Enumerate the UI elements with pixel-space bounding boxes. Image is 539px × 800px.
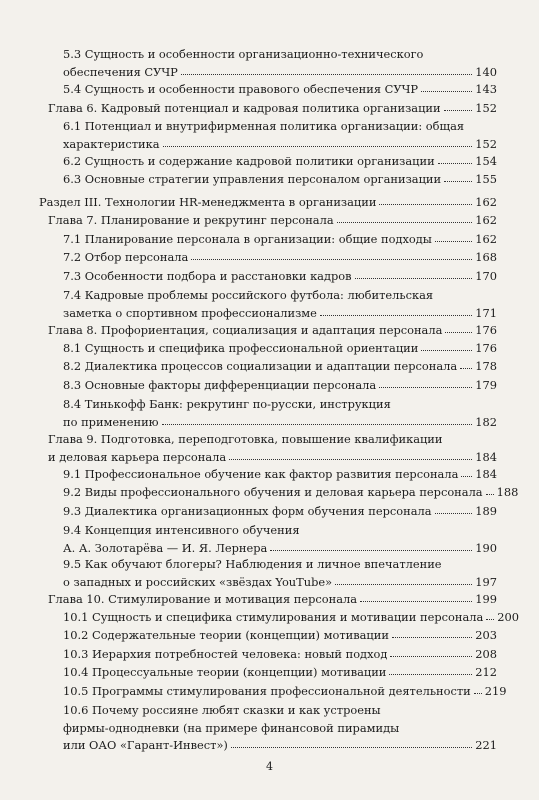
toc-entry-page: 162 [475, 213, 497, 227]
dot-leader [270, 550, 472, 551]
toc-entry-page: 197 [475, 574, 497, 589]
toc-entry-title: Глава 6. Кадровый потенциал и кадровая политика организации [48, 101, 441, 115]
dot-leader [421, 91, 472, 92]
toc-entry-title: 8.1 Сущность и специфика профессиональной ориентации [63, 341, 419, 355]
toc-entry-page: 152 [475, 136, 497, 151]
toc-entry-title: характеристика [63, 136, 160, 151]
toc-entry-title: обеспечения СУЧР [63, 64, 178, 79]
toc-entry-title: 5.4 Сущность и особенности правового обеспечения СУЧР [63, 82, 419, 96]
toc-entry-page: 176 [475, 341, 497, 355]
dot-leader [435, 241, 472, 242]
toc-entry-title: 9.3 Диалектика организационных форм обучения персонала [63, 504, 432, 518]
toc-entry-page: 170 [475, 269, 497, 283]
dot-leader [486, 619, 494, 620]
toc-entry-title: по применению [63, 414, 159, 429]
toc-entry-page: 155 [475, 172, 497, 186]
page-number: 4 [266, 760, 273, 773]
dot-leader [181, 74, 472, 75]
toc-entry-page: 212 [475, 665, 497, 679]
toc-entry-title: Глава 8. Профориентация, социализация и адаптация персонала [48, 323, 443, 337]
toc-entry-title: Глава 9. Подготовка, переподготовка, повышение квалификации [48, 432, 443, 446]
dot-leader [486, 494, 494, 495]
toc-entry-title: заметка о спортивном профессионализме [63, 305, 317, 320]
toc-entry-page: 182 [475, 414, 497, 429]
dot-leader [392, 637, 472, 638]
toc-entry-page: 171 [475, 305, 497, 320]
toc-entry-page: 168 [475, 250, 497, 264]
dot-leader [435, 513, 473, 514]
toc-entry-page: 140 [475, 64, 497, 79]
toc-entry-page: 143 [475, 82, 497, 96]
toc-entry-page: 199 [475, 592, 497, 606]
dot-leader [360, 601, 472, 602]
toc-entry-title: 10.2 Содержательные теории (концепции) мотивации [63, 628, 389, 642]
toc-entry-title: 10.6 Почему россияне любят сказки и как устроены [63, 703, 381, 717]
toc-entry-title: 10.1 Сущность и специфика стимулирования и мотивации персонала [63, 610, 484, 624]
toc-entry-page: 176 [475, 323, 497, 337]
dot-leader [445, 332, 472, 333]
dot-leader [474, 693, 482, 694]
toc-entry-title: Раздел III. Технологии HR-менеджмента в организации [39, 195, 377, 209]
toc-entry-page: 221 [475, 738, 497, 753]
toc-entry-page: 162 [475, 195, 497, 209]
toc-entry-page: 152 [475, 101, 497, 115]
toc-entry-title: 10.4 Процессуальные теории (концепции) мотивации [63, 665, 387, 679]
dot-leader [355, 278, 473, 279]
toc-entry-page: 208 [475, 647, 497, 661]
toc-entry-title: фирмы-однодневки (на примере финансовой пирамиды [63, 720, 400, 735]
dot-leader [337, 222, 473, 223]
dot-leader [438, 163, 473, 164]
toc-entry-title: 9.5 Как обучают блогеры? Наблюдения и личное впечатление [63, 557, 442, 571]
toc-entry-page: 188 [496, 485, 519, 499]
toc-entry-title: 9.4 Концепция интенсивного обучения [63, 523, 300, 537]
toc-entry-page: 203 [475, 628, 497, 642]
toc-entry-title: 10.5 Программы стимулирования профессиональной деятельности [63, 684, 471, 698]
dot-leader [162, 424, 473, 425]
toc-entry-title: Глава 10. Стимулирование и мотивация персонала [48, 592, 358, 606]
toc-entry-page: 162 [475, 232, 497, 246]
toc-entry-title: А. А. Золотарёва — И. Я. Лернера [63, 540, 268, 555]
toc-entry-page: 184 [475, 449, 497, 464]
toc-entry-title: 7.1 Планирование персонала в организации: общие подходы [63, 232, 432, 246]
dot-leader [421, 350, 472, 351]
dot-leader [390, 656, 472, 657]
dot-leader [379, 387, 472, 388]
toc-entry-title: 9.1 Профессиональное обучение как фактор развития персонала [63, 467, 459, 481]
toc-entry-title: и деловая карьера персонала [48, 449, 227, 464]
toc-entry-page: 154 [475, 154, 497, 168]
toc-entry-page: 190 [475, 540, 497, 555]
toc-entry-title: 8.2 Диалектика процессов социализации и адаптации персонала [63, 359, 458, 373]
toc-entry-title: 6.1 Потенциал и внутрифирменная политика организации: общая [63, 119, 465, 133]
dot-leader [191, 259, 472, 260]
dot-leader [379, 204, 472, 205]
toc-entry-title: 7.4 Кадровые проблемы российского футбола: любительская [63, 288, 434, 302]
toc-entry-title: 7.2 Отбор персонала [63, 250, 189, 264]
toc-entry-title: 8.4 Тинькофф Банк: рекрутинг по-русски, инструкция [63, 397, 391, 411]
toc-entry-page: 178 [475, 359, 497, 373]
dot-leader [320, 315, 472, 316]
toc-entry-title: 10.3 Иерархия потребностей человека: новый подход [63, 647, 388, 661]
dot-leader [335, 584, 472, 585]
toc-entry-title: 6.3 Основные стратегии управления персоналом организации [63, 172, 442, 186]
toc-entry-title: 8.3 Основные факторы дифференциации персонала [63, 378, 377, 392]
toc-entry-page: 184 [475, 467, 497, 481]
dot-leader [229, 459, 472, 460]
toc-entry-page: 179 [475, 378, 497, 392]
toc-entry-title: 5.3 Сущность и особенности организационно-технического [63, 47, 424, 61]
dot-leader [461, 476, 472, 477]
dot-leader [444, 110, 473, 111]
toc-entry-title: или ОАО «Гарант-Инвест») [63, 738, 228, 753]
toc-entry-title: 9.2 Виды профессионального обучения и деловая карьера персонала [63, 485, 483, 499]
dot-leader [460, 368, 472, 369]
toc-entry-title: о западных и российских «звёздах YouTube» [63, 574, 333, 589]
toc-entry-title: Глава 7. Планирование и рекрутинг персонала [48, 213, 334, 227]
toc-entry-page: 219 [484, 684, 507, 698]
dot-leader [444, 181, 472, 182]
dot-leader [389, 674, 472, 675]
toc-entry-title: 7.3 Особенности подбора и расстановки кадров [63, 269, 352, 283]
dot-leader [163, 146, 473, 147]
dot-leader [231, 747, 472, 748]
toc-entry-page: 200 [497, 610, 520, 624]
toc-entry-page: 189 [475, 504, 497, 518]
toc-entry-title: 6.2 Сущность и содержание кадровой политики организации [63, 154, 435, 168]
